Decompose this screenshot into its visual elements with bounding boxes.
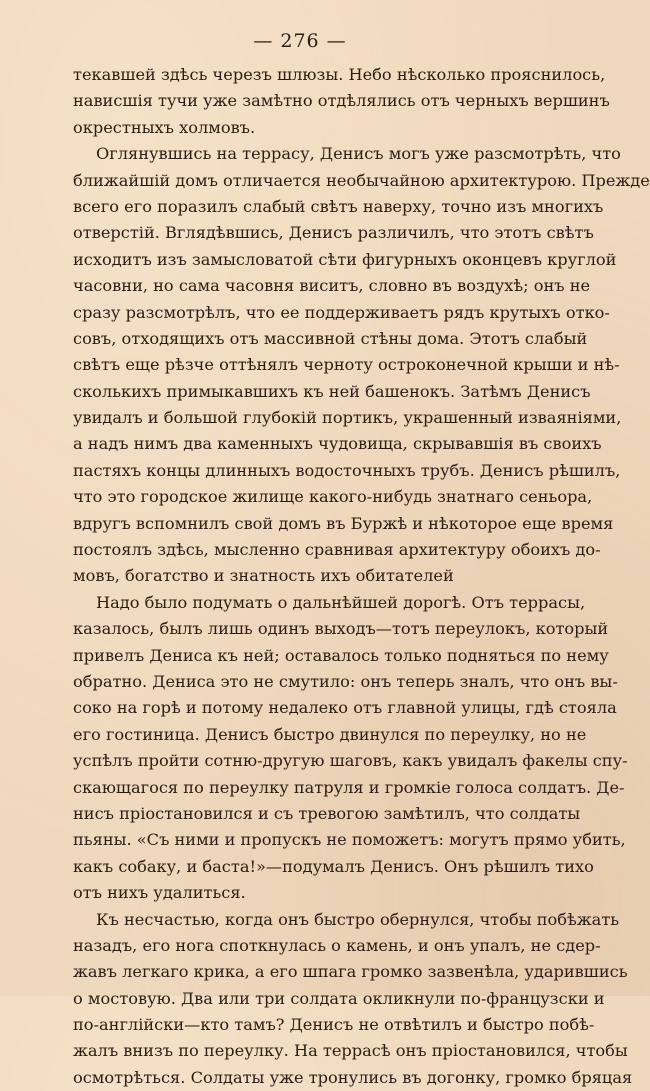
text-line: по-англійски—кто тамъ? Денисъ не отвѣтилъ и быстро побѣ-: [73, 1012, 557, 1038]
text-line: назадъ, его нога споткнулась о камень, и онъ упалъ, не сдер-: [73, 933, 557, 959]
text-line: какъ собаку, и баста!»—подумалъ Денисъ. Онъ рѣшилъ тихо: [73, 854, 557, 880]
text-line: мовъ, богатство и знатность ихъ обитателей: [73, 563, 557, 589]
text-line: всего его поразилъ слабый свѣтъ наверху, точно изъ многихъ: [73, 194, 557, 220]
text-line: о мостовую. Два или три солдата окликнули по-французски и: [73, 986, 557, 1012]
text-line: свѣтъ еще рѣзче оттѣнялъ черноту остроконечной крыши и нѣ-: [73, 352, 557, 378]
body-text: [73, 62, 557, 1091]
text-line: жавъ легкаго крика, а его шпага громко зазвенѣла, ударившись: [73, 959, 557, 985]
text-line: соко на горѣ и потому недалеко отъ главной улицы, гдѣ стояла: [73, 695, 557, 721]
text-line: часовни, но сама часовня виситъ, словно въ воздухѣ; онъ не: [73, 273, 557, 299]
text-line: казалось, былъ лишь одинъ выходъ—тотъ переулокъ, который: [73, 616, 557, 642]
text-line: текавшей здѣсь черезъ шлюзы. Небо нѣсколько прояснилось,: [73, 62, 557, 88]
text-line: пастяхъ концы длинныхъ водосточныхъ трубъ. Денисъ рѣшилъ,: [73, 458, 557, 484]
text-line: нисъ пріостановился и съ тревогою замѣтилъ, что солдаты: [73, 801, 557, 827]
text-line: отверстій. Вглядѣвшись, Денисъ различилъ, что этотъ свѣтъ: [73, 220, 557, 246]
text-line: пьяны. «Съ ними и пропускъ не поможетъ: могутъ прямо убить,: [73, 827, 557, 853]
text-line: обратно. Дениса это не смутило: онъ теперь зналъ, что онъ вы-: [73, 669, 557, 695]
text-line: что это городское жилище какого-нибудь знатнаго сеньора,: [73, 484, 557, 510]
text-line: сразу разсмотрѣлъ, что ее поддерживаетъ рядъ крутыхъ отко-: [73, 300, 557, 326]
text-line: успѣлъ пройти сотню-другую шаговъ, какъ увидалъ факелы спу-: [73, 748, 557, 774]
text-line: увидалъ и большой глубокій портикъ, украшенный изваяніями,: [73, 405, 557, 431]
text-line: привелъ Дениса къ ней; оставалось только подняться по нему: [73, 643, 557, 669]
page-number: — 276 —: [0, 30, 600, 52]
text-line: совъ, отходящихъ отъ массивной стѣны дома. Этотъ слабый: [73, 326, 557, 352]
text-line: ближайшій домъ отличается необычайною архитектурою. Прежде: [73, 168, 557, 194]
text-line: вдругъ вспомнилъ свой домъ въ Буржѣ и нѣкоторое еще время: [73, 511, 557, 537]
text-line: нависшія тучи уже замѣтно отдѣлялись отъ черныхъ вершинъ: [73, 88, 557, 114]
text-line: Къ несчастью, когда онъ быстро обернулся, чтобы побѣжать: [73, 907, 557, 933]
text-line: сколькихъ примыкавшихъ къ ней башенокъ. Затѣмъ Денисъ: [73, 379, 557, 405]
text-line: Надо было подумать о дальнѣйшей дорогѣ. Отъ террасы,: [73, 590, 557, 616]
text-line: скающагося по переулку патруля и громкіе голоса солдатъ. Де-: [73, 775, 557, 801]
text-line: окрестныхъ холмовъ.: [73, 115, 557, 141]
paragraph: [73, 141, 557, 590]
text-line: его гостиница. Денисъ быстро двинулся по переулку, но не: [73, 722, 557, 748]
text-line: Оглянувшись на террасу, Денисъ могъ уже разсмотрѣть, что: [73, 141, 557, 167]
paragraph: [73, 907, 557, 1091]
text-line: жалъ внизъ по переулку. На террасѣ онъ пріостановился, чтобы: [73, 1038, 557, 1064]
text-line: осмотрѣться. Солдаты уже тронулись въ догонку, громко бряцая: [73, 1065, 557, 1091]
text-line: постоялъ здѣсь, мысленно сравнивая архитектуру обоихъ до-: [73, 537, 557, 563]
paragraph: [73, 590, 557, 907]
text-line: отъ нихъ удалиться.: [73, 880, 557, 906]
paragraph: [73, 62, 557, 141]
text-line: а надъ нимъ два каменныхъ чудовища, скрывавшія въ своихъ: [73, 431, 557, 457]
text-line: исходитъ изъ замысловатой сѣти фигурныхъ оконцевъ круглой: [73, 247, 557, 273]
